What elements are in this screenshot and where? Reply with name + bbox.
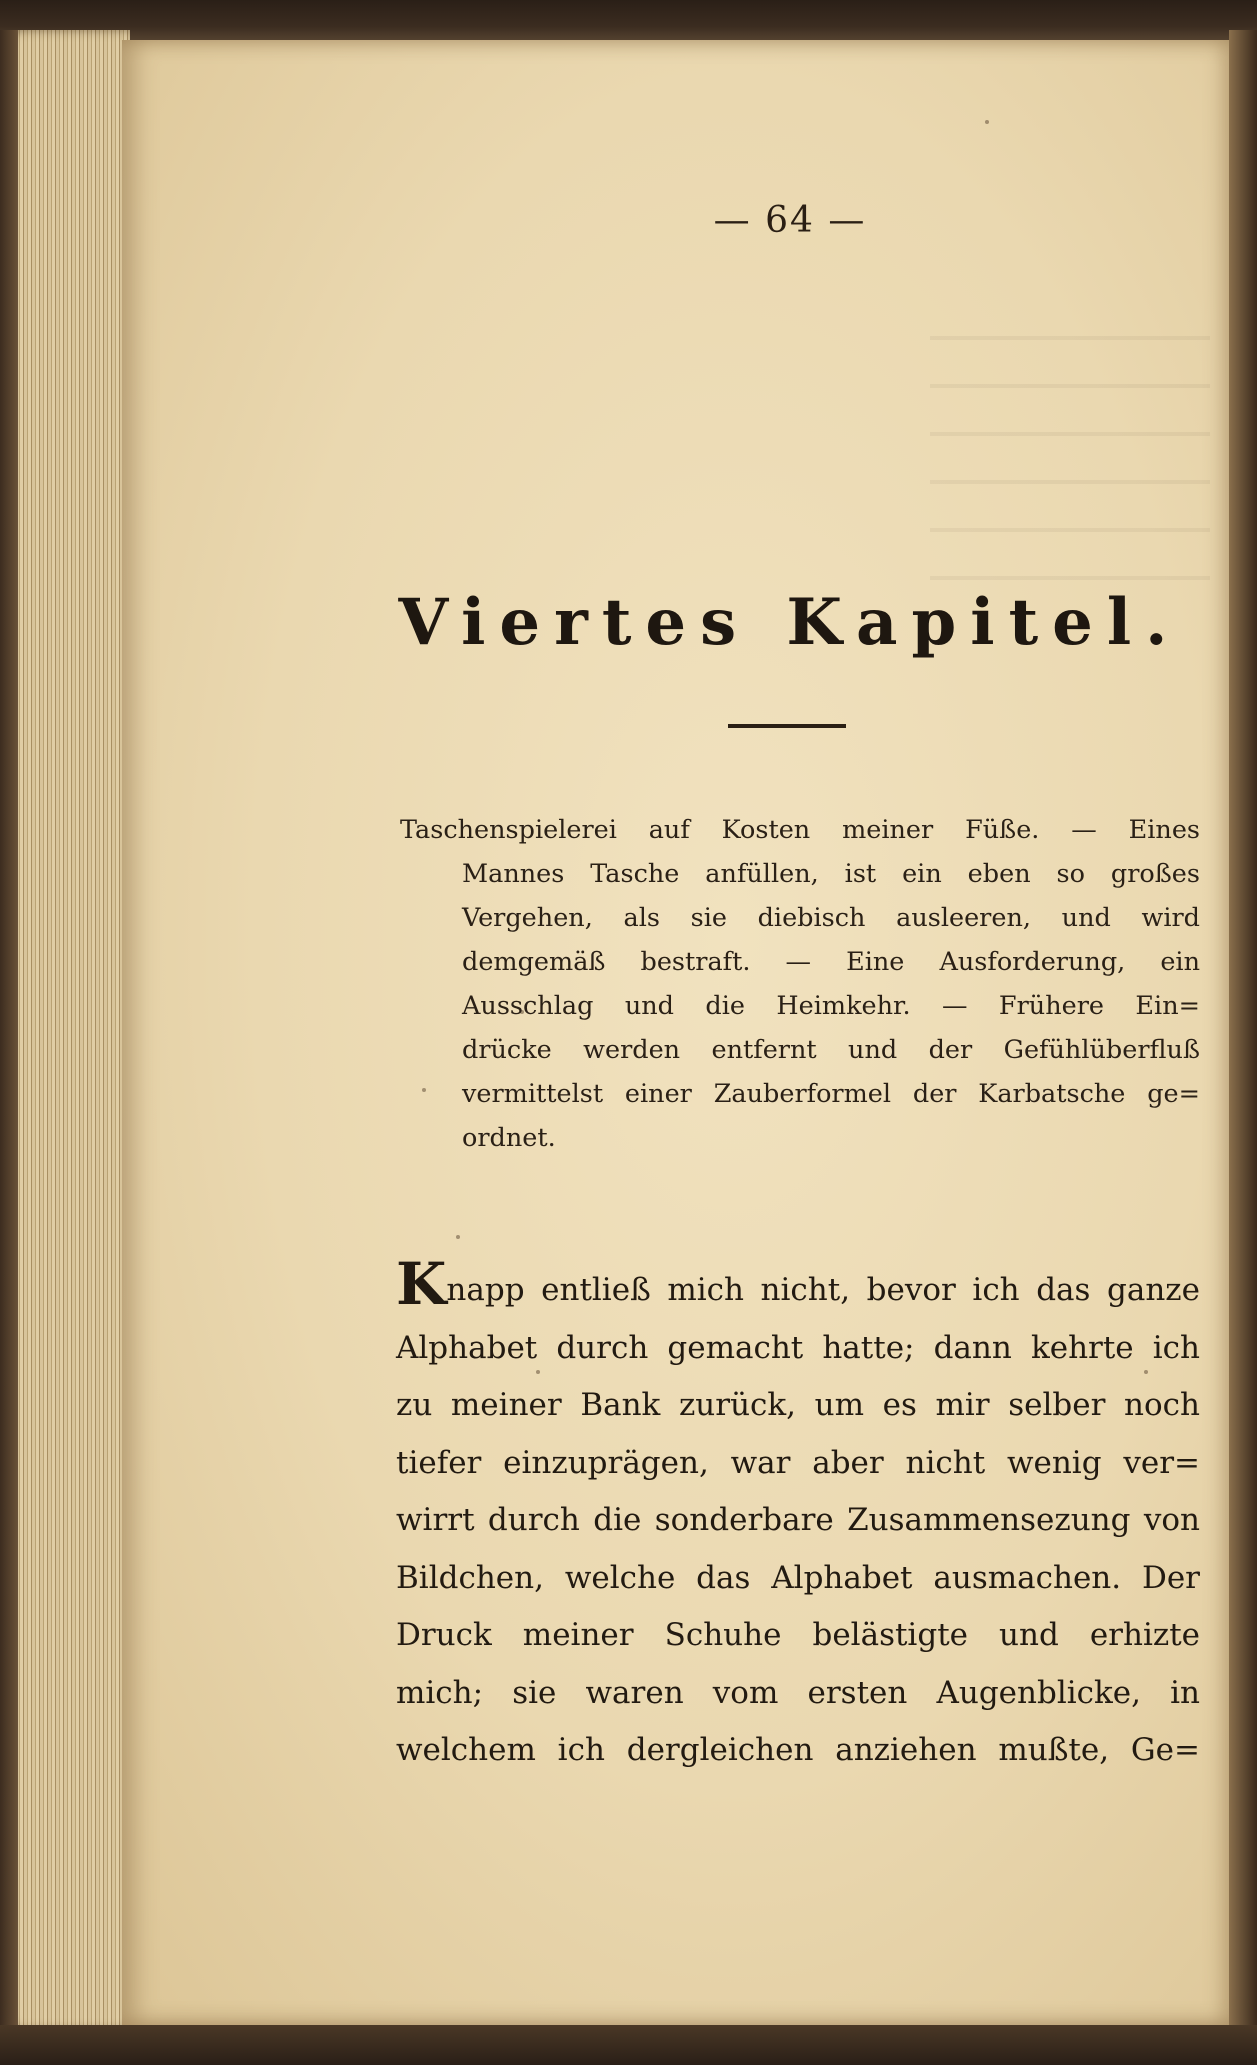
chapter-summary <box>400 808 1200 1160</box>
body-paragraph <box>396 1250 1200 1780</box>
body-line: tiefer einzuprägen, war aber nicht wenig ver= <box>396 1444 1200 1481</box>
page-number: — 64 — <box>713 200 867 241</box>
summary-line: demgemäß bestraft. — Eine Ausforderung, ein <box>462 947 1200 977</box>
summary-line: Mannes Tasche anfüllen, ist ein eben so großes <box>462 859 1200 889</box>
summary-line: ordnet. <box>462 1123 556 1153</box>
summary-line: Taschenspielerei auf Kosten meiner Füße. — Eines <box>400 815 1200 845</box>
body-line <box>396 1250 1200 1320</box>
body-line: mich; sie waren vom ersten Augenblicke, in <box>396 1674 1200 1711</box>
body-line: zu meiner Bank zurück, um es mir selber noch <box>396 1387 1200 1423</box>
body-line: Alphabet durch gemacht hatte; dann kehrte ich <box>396 1329 1200 1366</box>
summary-line: vermittelst einer Zauberformel der Karbatsche ge= <box>462 1079 1200 1109</box>
summary-line: Vergehen, als sie diebisch ausleeren, und wird <box>462 903 1200 933</box>
body-line: Druck meiner Schuhe belästigte und erhizte <box>396 1617 1200 1653</box>
body-line: welchem ich dergleichen anziehen mußte, Ge= <box>396 1732 1200 1768</box>
body-line-text: napp entließ mich nicht, bevor ich das ganze <box>446 1272 1200 1308</box>
body-line: wirrt durch die sonderbare Zusammensezung von <box>396 1502 1200 1538</box>
title-rule <box>728 724 846 728</box>
drop-cap: K <box>396 1250 447 1318</box>
body-line: Bildchen, welche das Alphabet ausmachen. Der <box>396 1559 1200 1596</box>
chapter-title: Viertes Kapitel. <box>398 585 1182 660</box>
summary-line: Ausschlag und die Heimkehr. — Frühere Ein= <box>462 991 1200 1021</box>
summary-line: drücke werden entfernt und der Gefühlüberfluß <box>462 1035 1200 1065</box>
